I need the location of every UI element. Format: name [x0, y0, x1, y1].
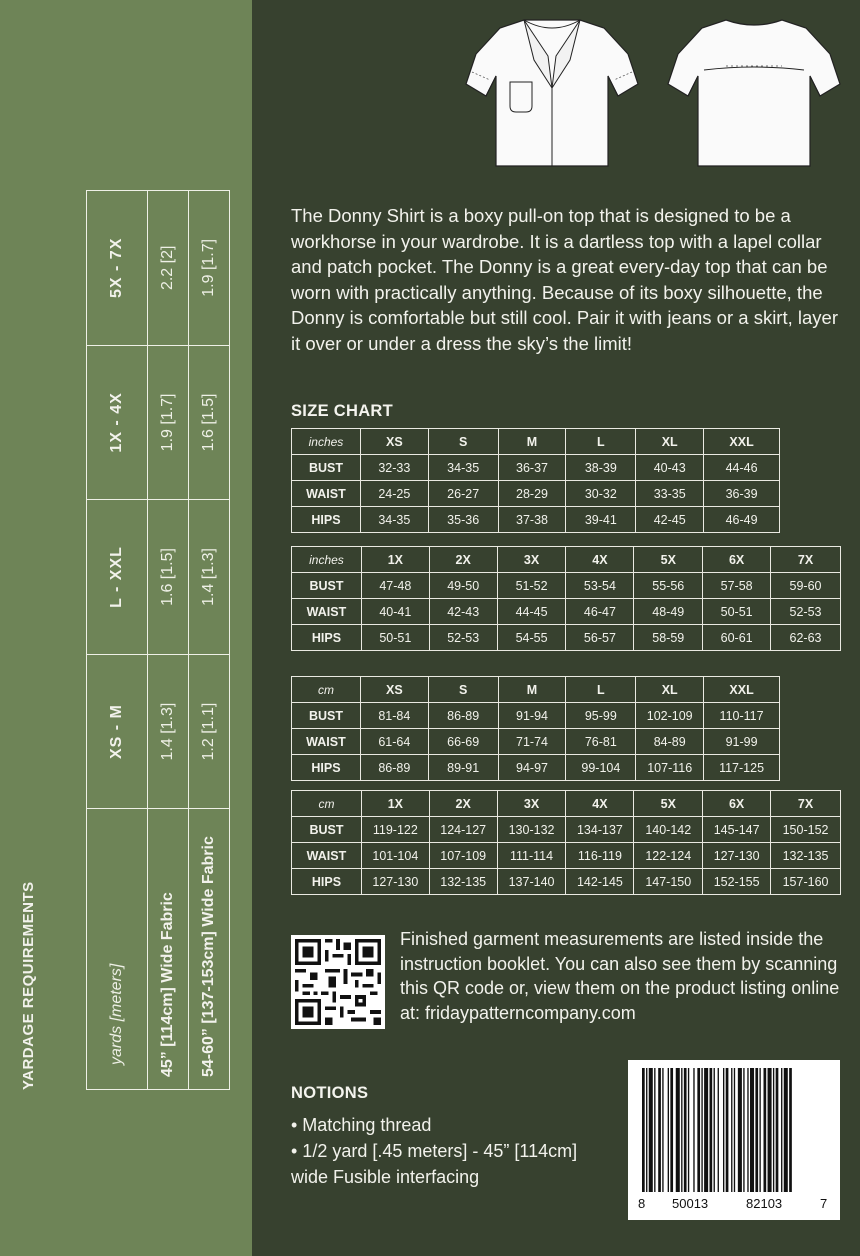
measurement: 137-140 [497, 869, 566, 895]
row-label: HIPS [292, 507, 361, 533]
measurement: 37-38 [498, 507, 566, 533]
yardage-value: 1.4 [1.3] [189, 500, 230, 655]
measurement: 102-109 [636, 703, 704, 729]
size-table-cm-plus [291, 790, 841, 895]
yardage-value: 1.2 [1.1] [189, 654, 230, 809]
measurement: 32-33 [360, 455, 428, 481]
left-panel [0, 0, 252, 1256]
measurement: 51-52 [497, 573, 566, 599]
row-label: BUST [292, 455, 361, 481]
size-header: 6X [703, 547, 771, 573]
size-header: 5X [634, 547, 703, 573]
barcode-bar [773, 1068, 774, 1192]
barcode-bar [718, 1068, 719, 1192]
measurement: 57-58 [703, 573, 771, 599]
barcode-bar [646, 1068, 647, 1192]
barcode-bars [628, 1060, 840, 1200]
measurement: 86-89 [360, 755, 428, 781]
measurement: 35-36 [428, 507, 498, 533]
row-label: HIPS [292, 625, 362, 651]
size-table-cm-standard [291, 676, 780, 781]
barcode-bar [658, 1068, 661, 1192]
barcode-digit-group: 50013 [672, 1196, 709, 1211]
barcode-bar [688, 1068, 689, 1192]
barcode-bar [768, 1068, 772, 1192]
measurement: 101-104 [361, 843, 429, 869]
yardage-value: 1.9 [1.7] [189, 191, 230, 346]
measurement: 145-147 [703, 817, 771, 843]
size-header: 4X [566, 547, 634, 573]
measurement: 152-155 [703, 869, 771, 895]
measurement: 50-51 [703, 599, 771, 625]
barcode-bar [755, 1068, 758, 1192]
measurement: 30-32 [566, 481, 636, 507]
size-header: XXL [704, 429, 780, 455]
size-header: L [566, 677, 636, 703]
measurement: 91-99 [704, 729, 780, 755]
notions-list [291, 1112, 611, 1190]
measurement: 24-25 [360, 481, 428, 507]
measurement: 150-152 [771, 817, 841, 843]
barcode-bar [642, 1068, 645, 1192]
row-label: HIPS [292, 755, 361, 781]
size-header: XXL [704, 677, 780, 703]
measurement: 127-130 [703, 843, 771, 869]
measurement: 134-137 [566, 817, 634, 843]
barcode-bar [738, 1068, 742, 1192]
size-header: M [498, 429, 566, 455]
measurement: 89-91 [428, 755, 498, 781]
measurement: 40-43 [636, 455, 704, 481]
measurement: 38-39 [566, 455, 636, 481]
yardage-block [20, 190, 250, 1090]
yardage-value: 1.9 [1.7] [148, 345, 189, 500]
row-label: WAIST [292, 599, 362, 625]
size-header: 2X [429, 791, 497, 817]
measurement: 33-35 [636, 481, 704, 507]
shirt-front-illustration [462, 14, 642, 174]
barcode-bar [743, 1068, 744, 1192]
size-header: 7X [771, 547, 841, 573]
measurement: 40-41 [361, 599, 429, 625]
measurement: 61-64 [360, 729, 428, 755]
barcode [628, 1060, 840, 1220]
measurement: 84-89 [636, 729, 704, 755]
size-header: XL [636, 677, 704, 703]
measurement: 50-51 [361, 625, 429, 651]
measurement: 34-35 [360, 507, 428, 533]
barcode-bar [764, 1068, 767, 1192]
measurement: 46-49 [704, 507, 780, 533]
measurement: 127-130 [361, 869, 429, 895]
measurement: 116-119 [566, 843, 634, 869]
measurement: 52-53 [429, 625, 497, 651]
row-label: WAIST [292, 481, 361, 507]
row-label: WAIST [292, 729, 361, 755]
measurement: 132-135 [429, 869, 497, 895]
barcode-bar [747, 1068, 748, 1192]
measurement: 46-47 [566, 599, 634, 625]
barcode-bar [701, 1068, 702, 1192]
measurement: 66-69 [428, 729, 498, 755]
barcode-digit-group: 82103 [746, 1196, 783, 1211]
barcode-bar [670, 1068, 673, 1192]
size-table-inches-standard [291, 428, 780, 533]
barcode-bar [784, 1068, 788, 1192]
yardage-size: L - XXL [87, 500, 148, 655]
yardage-value: 2.2 [2] [148, 191, 189, 346]
barcode-bar [704, 1068, 708, 1192]
size-header: XL [636, 429, 704, 455]
barcode-bar [723, 1068, 724, 1192]
measurement: 47-48 [361, 573, 429, 599]
size-header: 1X [361, 547, 429, 573]
measurement: 157-160 [771, 869, 841, 895]
barcode-bar [654, 1068, 655, 1192]
qr-code[interactable] [291, 935, 385, 1029]
row-label: BUST [292, 703, 361, 729]
measurement: 76-81 [566, 729, 636, 755]
finished-measurements-note: Finished garment measurements are listed inside the instruction booklet. You can also see them by scanning this QR code or, view them on the product listing online at: fridaypatterncompany.com [400, 929, 840, 1023]
qr-code-icon [291, 935, 385, 1029]
barcode-bar [668, 1068, 669, 1192]
measurement: 119-122 [361, 817, 429, 843]
barcode-bar [676, 1068, 680, 1192]
measurement: 44-45 [497, 599, 566, 625]
barcode-bar [750, 1068, 754, 1192]
barcode-bar [693, 1068, 694, 1192]
measurement: 95-99 [566, 703, 636, 729]
measurement: 53-54 [566, 573, 634, 599]
description: The Donny Shirt is a boxy pull-on top that is designed to be a workhorse in your wardrobe. It is a dartless top with a lapel collar and patch pocket. The Donny is a great every-day top that can be worn with practically anything. Because of its boxy silhouette, the Donny is comfortable but still cool. Pair it with jeans or a skirt, layer it over or under a dress the sky’s the limit! [291, 205, 838, 354]
measurement: 140-142 [634, 817, 703, 843]
measurement: 86-89 [428, 703, 498, 729]
barcode-bar [734, 1068, 735, 1192]
barcode-bar [781, 1068, 782, 1192]
barcode-digit-group: 7 [820, 1196, 828, 1211]
size-header: 6X [703, 791, 771, 817]
barcode-bar [776, 1068, 779, 1192]
barcode-bar [726, 1068, 729, 1192]
measurement: 58-59 [634, 625, 703, 651]
unit-label: cm [292, 791, 362, 817]
size-header: M [498, 677, 566, 703]
row-label: WAIST [292, 843, 362, 869]
row-label: HIPS [292, 869, 362, 895]
yardage-value: 1.4 [1.3] [148, 654, 189, 809]
size-header: L [566, 429, 636, 455]
measurement: 62-63 [771, 625, 841, 651]
measurement: 81-84 [360, 703, 428, 729]
yardage-value: 1.6 [1.5] [148, 500, 189, 655]
row-label: BUST [292, 573, 362, 599]
size-header: S [428, 677, 498, 703]
size-header: 3X [497, 791, 566, 817]
row-label: BUST [292, 817, 362, 843]
barcode-bar [649, 1068, 653, 1192]
barcode-digits [628, 1196, 840, 1216]
barcode-digit-group: 8 [638, 1196, 646, 1211]
yardage-size: 1X - 4X [87, 345, 148, 500]
size-header: XS [360, 429, 428, 455]
barcode-bar [684, 1068, 687, 1192]
size-header: 1X [361, 791, 429, 817]
size-header: XS [360, 677, 428, 703]
barcode-bar [681, 1068, 682, 1192]
barcode-bar [714, 1068, 715, 1192]
measurement: 111-114 [497, 843, 566, 869]
measurement: 99-104 [566, 755, 636, 781]
measurement: 59-60 [771, 573, 841, 599]
barcode-bar [759, 1068, 760, 1192]
measurement: 28-29 [498, 481, 566, 507]
measurement: 55-56 [634, 573, 703, 599]
measurement: 107-109 [429, 843, 497, 869]
measurement: 117-125 [704, 755, 780, 781]
size-header: 7X [771, 791, 841, 817]
measurement: 71-74 [498, 729, 566, 755]
barcode-bar [789, 1068, 792, 1192]
measurement: 147-150 [634, 869, 703, 895]
yardage-value: 1.6 [1.5] [189, 345, 230, 500]
measurement: 39-41 [566, 507, 636, 533]
measurement: 142-145 [566, 869, 634, 895]
notions-title: NOTIONS [291, 1084, 369, 1102]
measurement: 91-94 [498, 703, 566, 729]
yardage-unit-label: yards [meters] [87, 809, 148, 1090]
barcode-bar [697, 1068, 700, 1192]
size-header: 3X [497, 547, 566, 573]
measurement: 94-97 [498, 755, 566, 781]
barcode-bar [710, 1068, 713, 1192]
unit-label: cm [292, 677, 361, 703]
measurement: 52-53 [771, 599, 841, 625]
measurement: 49-50 [429, 573, 497, 599]
barcode-bar [662, 1068, 663, 1192]
shirt-back-illustration [664, 14, 844, 174]
measurement: 36-37 [498, 455, 566, 481]
size-table-inches-plus [291, 546, 841, 651]
measurement: 60-61 [703, 625, 771, 651]
measurement: 132-135 [771, 843, 841, 869]
yardage-size: XS - M [87, 654, 148, 809]
measurement: 110-117 [704, 703, 780, 729]
measurement: 42-43 [429, 599, 497, 625]
unit-label: inches [292, 547, 362, 573]
measurement: 54-55 [497, 625, 566, 651]
measurement: 34-35 [428, 455, 498, 481]
measurement: 42-45 [636, 507, 704, 533]
unit-label: inches [292, 429, 361, 455]
yardage-row-label: 45” [114cm] Wide Fabric [148, 809, 189, 1090]
measurement: 26-27 [428, 481, 498, 507]
size-chart-title: SIZE CHART [291, 402, 393, 420]
measurement: 124-127 [429, 817, 497, 843]
notion-item: • 1/2 yard [.45 meters] - 45” [114cm] wide Fusible interfacing [291, 1141, 578, 1187]
barcode-bar [731, 1068, 732, 1192]
measurement: 36-39 [704, 481, 780, 507]
size-header: 4X [566, 791, 634, 817]
measurement: 44-46 [704, 455, 780, 481]
yardage-row-label: 54-60” [137-153cm] Wide Fabric [189, 809, 230, 1090]
measurement: 48-49 [634, 599, 703, 625]
size-header: 2X [429, 547, 497, 573]
measurement: 107-116 [636, 755, 704, 781]
measurement: 130-132 [497, 817, 566, 843]
yardage-size: 5X - 7X [87, 191, 148, 346]
size-header: S [428, 429, 498, 455]
yardage-title: YARDAGE REQUIREMENTS [20, 881, 37, 1090]
yardage-table [86, 190, 230, 1090]
measurement: 56-57 [566, 625, 634, 651]
measurement: 122-124 [634, 843, 703, 869]
notion-item: • Matching thread [291, 1115, 432, 1135]
size-header: 5X [634, 791, 703, 817]
